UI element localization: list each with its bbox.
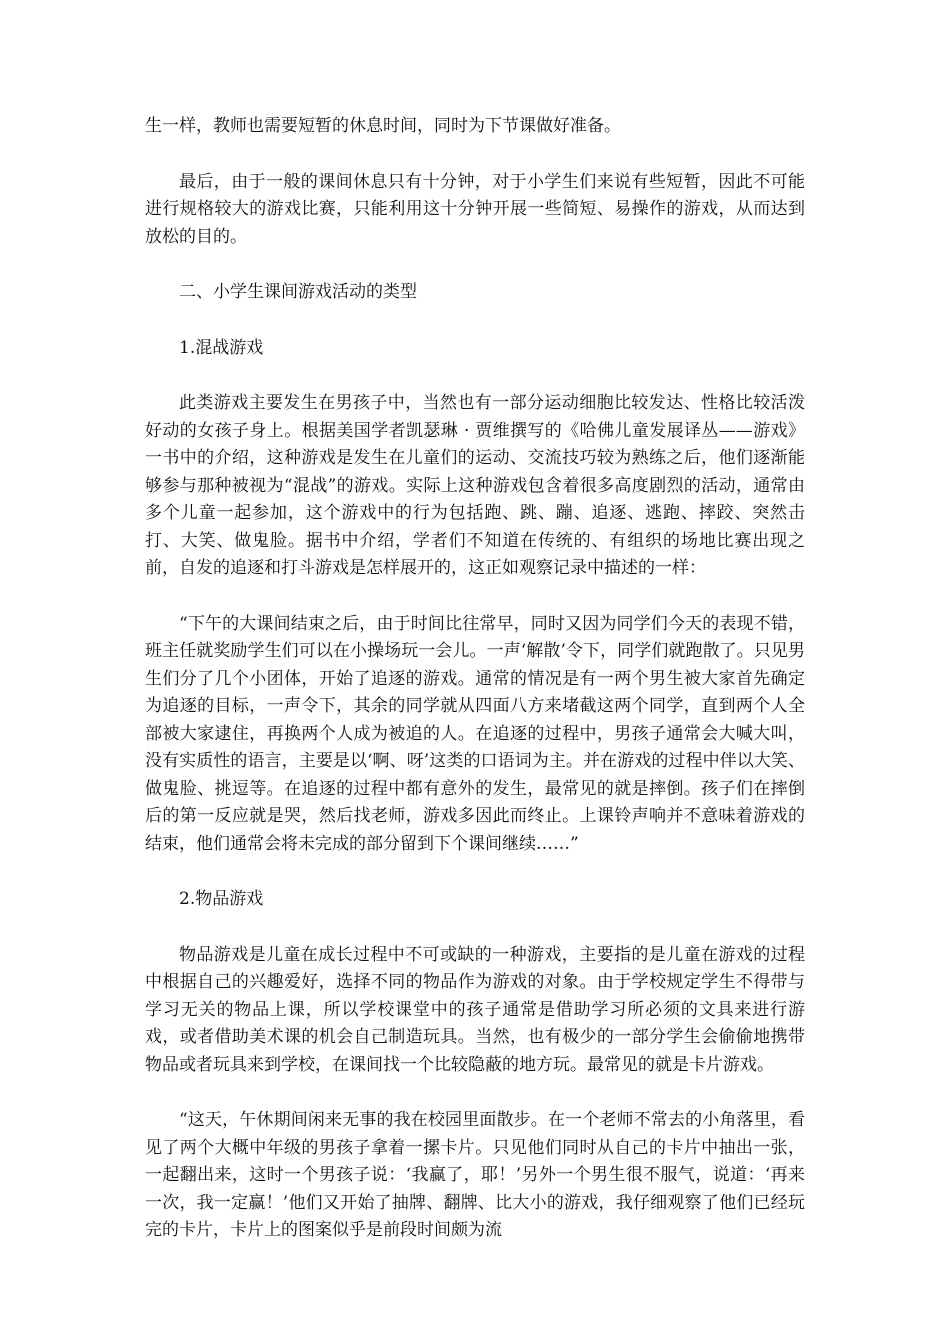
document-body <box>145 113 805 1273</box>
body-paragraph: 此类游戏主要发生在男孩子中，当然也有一部分运动细胞比较发达、性格比较活泼好动的女孩子身上。根据美国学者凯瑟琳 · 贾维撰写的《哈佛儿童发展译丛——游戏》一书中的介绍，这种游戏是发生在儿童们的运动、交流技巧较为熟练之后，他们逐渐能够参与那种被视为“混战”的游戏。实际上这种游戏包含着很多高度剧烈的活动，通常由多个儿童一起参加，这个游戏中的行为包括跑、跳、蹦、追逐、逃跑、摔跤、突然击打、大笑、做鬼脸。据书中介绍，学者们不知道在传统的、有组织的场地比赛出现之前，自发的追逐和打斗游戏是怎样展开的，这正如观察记录中描述的一样： <box>145 393 805 578</box>
body-paragraph: 最后，由于一般的课间休息只有十分钟，对于小学生们来说有些短暂，因此不可能进行规格较大的游戏比赛，只能利用这十分钟开展一些简短、易操作的游戏，从而达到放松的目的。 <box>145 171 805 247</box>
observation-quote: “下午的大课间结束之后，由于时间比往常早，同时又因为同学们今天的表现不错，班主任就奖励学生们可以在小操场玩一会儿。一声‘解散’令下，同学们就跑散了。只见男生们分了几个小团体，开始了追逐的游戏。通常的情况是有一两个男生被大家首先确定为追逐的目标，一声令下，其余的同学就从四面八方来堵截这两个同学，直到两个人全部被大家逮住，再换两个人成为被追的人。在追逐的过程中，男孩子通常会大喊大叫，没有实质性的语言，主要是以‘啊、呀’这类的口语词为主。并在游戏的过程中伴以大笑、做鬼脸、挑逗等。在追逐的过程中都有意外的发生，最常见的就是摔倒。孩子们在摔倒后的第一反应就是哭，然后找老师，游戏多因此而终止。上课铃声响并不意味着游戏的结束，他们通常会将未完成的部分留到下个课间继续……” <box>145 613 805 854</box>
subsection-heading: 1.混战游戏 <box>179 337 264 358</box>
body-paragraph: 生一样，教师也需要短暂的休息时间，同时为下节课做好准备。 <box>145 116 621 136</box>
subsection-heading: 2.物品游戏 <box>179 889 264 909</box>
observation-quote: “这天，午休期间闲来无事的我在校园里面散步。在一个老师不常去的小角落里，看见了两个大概中年级的男孩子拿着一摞卡片。只见他们同时从自己的卡片中抽出一张，一起翻出来，这时一个男孩子说：‘我赢了，耶！’另外一个男生很不服气，说道：‘再来一次，我一定赢！’他们又开始了抽牌、翻牌、比大小的游戏，我仔细观察了他们已经玩完的卡片，卡片上的图案似乎是前段时间颇为流 <box>145 1110 805 1240</box>
section-heading: 二、小学生课间游戏活动的类型 <box>179 282 417 302</box>
body-paragraph: 物品游戏是儿童在成长过程中不可或缺的一种游戏，主要指的是儿童在游戏的过程中根据自己的兴趣爱好，选择不同的物品作为游戏的对象。由于学校规定学生不得带与学习无关的物品上课，所以学校课堂中的孩子通常是借助学习所必须的文具来进行游戏，或者借助美术课的机会自己制造玩具。当然，也有极少的一部分学生会偷偷地携带物品或者玩具来到学校，在课间找一个比较隐蔽的地方玩。最常见的就是卡片游戏。 <box>145 944 805 1075</box>
